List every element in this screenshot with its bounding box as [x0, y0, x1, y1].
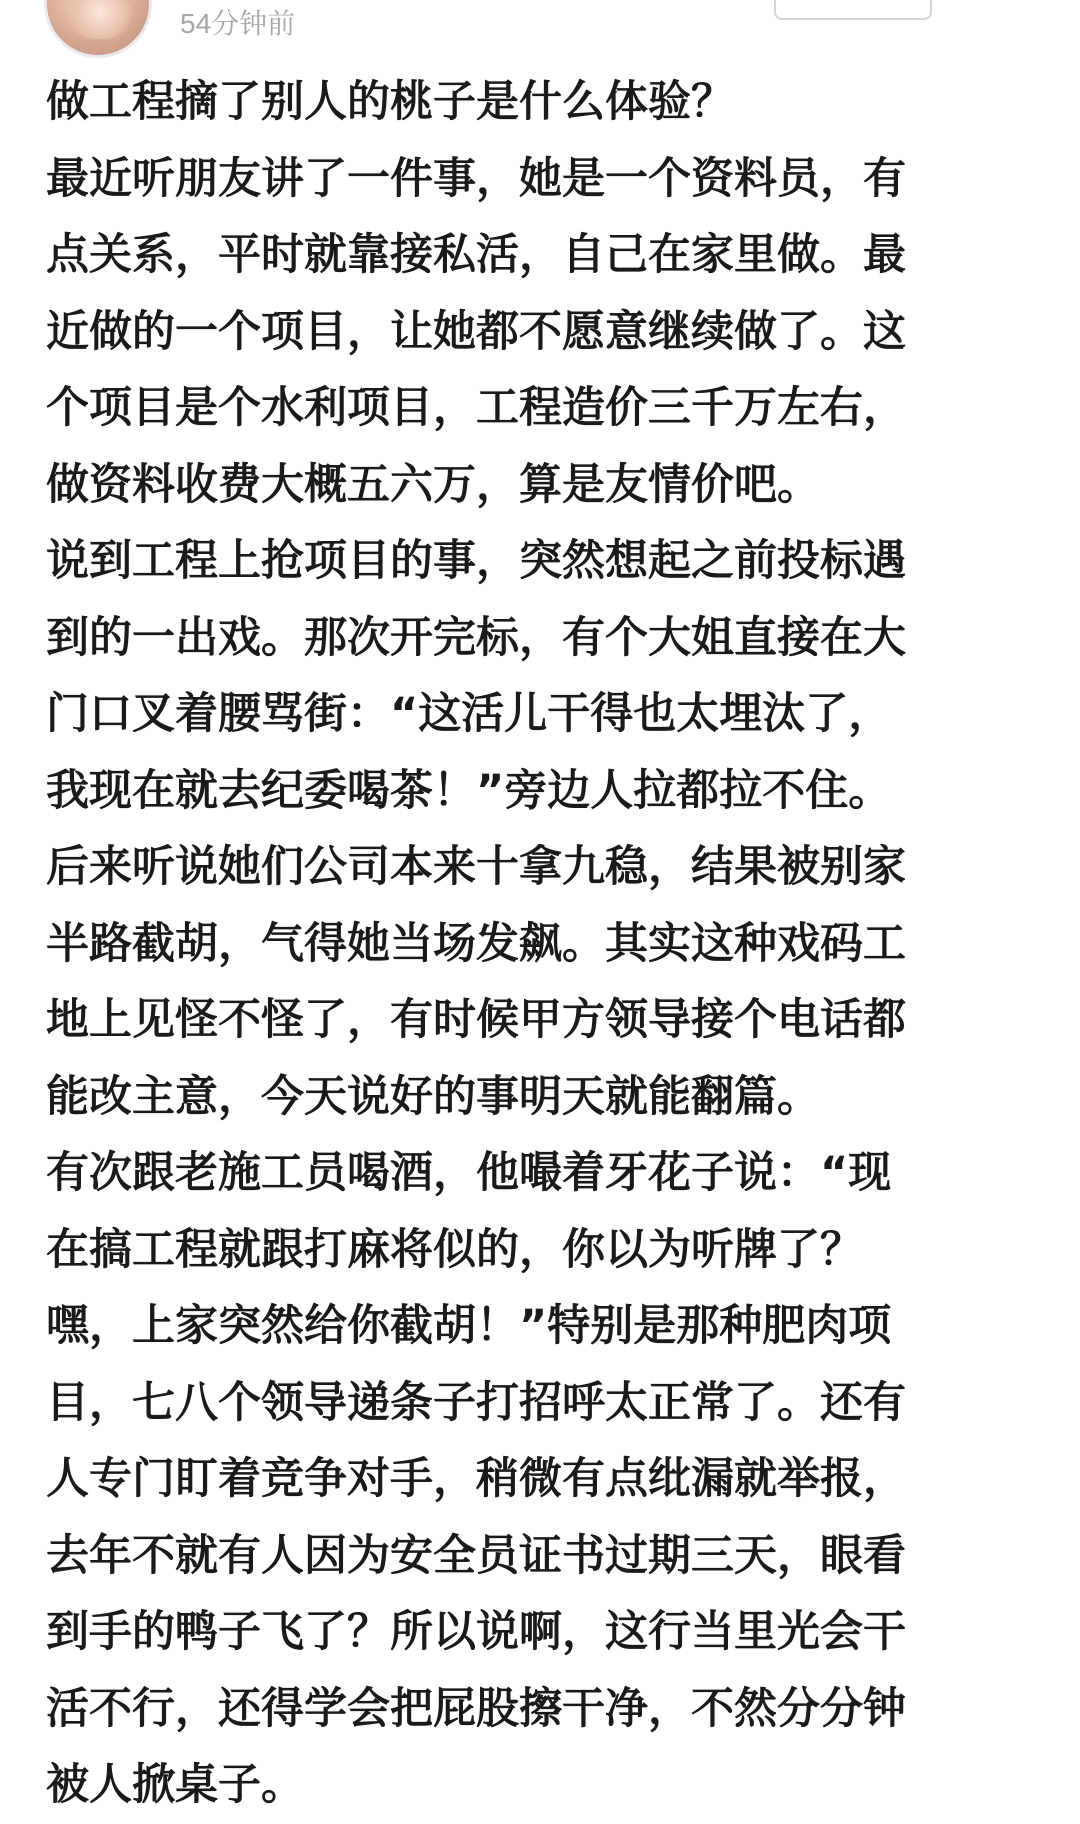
post-text-line: 个项目是个水利项目，工程造价三千万左右，	[46, 383, 906, 433]
post-text-line: 近做的一个项目，让她都不愿意继续做了。这	[46, 306, 906, 357]
post-text-line: 在搞工程就跟打麻将似的，你以为听牌了？	[46, 1224, 863, 1275]
post-text-line: 后来听说她们公司本来十拿九稳，结果被别家	[46, 842, 906, 892]
post-title: 做工程摘了别人的桃子是什么体验？	[46, 77, 734, 127]
post-text-line: 活不行，还得学会把屁股擦干净，不然分分钟	[46, 1683, 906, 1734]
post-text-line: 点关系，平时就靠接私活，自己在家里做。最	[46, 230, 906, 280]
post-text-line: 人专门盯着竞争对手，稍微有点纰漏就举报，	[46, 1454, 906, 1504]
post-text-line: 去年不就有人因为安全员证书过期三天，眼看	[46, 1530, 906, 1581]
post-body	[46, 64, 1006, 1824]
post-text-line: 目，七八个领导递条子打招呼太正常了。还有	[46, 1377, 906, 1428]
follow-button[interactable]	[774, 0, 932, 20]
post-text-line: 最近听朋友讲了一件事，她是一个资料员，有	[46, 153, 906, 204]
post-text-line: 地上见怪不怪了，有时候甲方领导接个电话都	[46, 995, 906, 1045]
post-text-line: 半路截胡，气得她当场发飙。其实这种戏码工	[46, 918, 906, 969]
post-text-line: 能改主意，今天说好的事明天就能翻篇。	[46, 1071, 820, 1122]
post-text-line: 说到工程上抢项目的事，突然想起之前投标遇	[46, 536, 906, 586]
post-text-line: 我现在就去纪委喝茶！”旁边人拉都拉不住。	[46, 765, 892, 816]
post-text-line: 做资料收费大概五六万，算是友情价吧。	[46, 459, 820, 510]
post-text-line: 有次跟老施工员喝酒，他嘬着牙花子说：“现	[46, 1148, 892, 1198]
post-text-line: 门口叉着腰骂街：“这活儿干得也太埋汰了，	[46, 689, 892, 739]
post-text-line: 被人掀桌子。	[46, 1760, 304, 1810]
post-text-line: 嘿，上家突然给你截胡！”特别是那种肥肉项	[46, 1301, 892, 1351]
user-avatar[interactable]	[44, 0, 152, 58]
post-timestamp: 54分钟前	[180, 8, 296, 39]
post-text-line: 到的一出戏。那次开完标，有个大姐直接在大	[46, 612, 906, 663]
post-header	[0, 0, 1080, 60]
post-text-line: 到手的鸭子飞了？所以说啊，这行当里光会干	[46, 1607, 906, 1657]
